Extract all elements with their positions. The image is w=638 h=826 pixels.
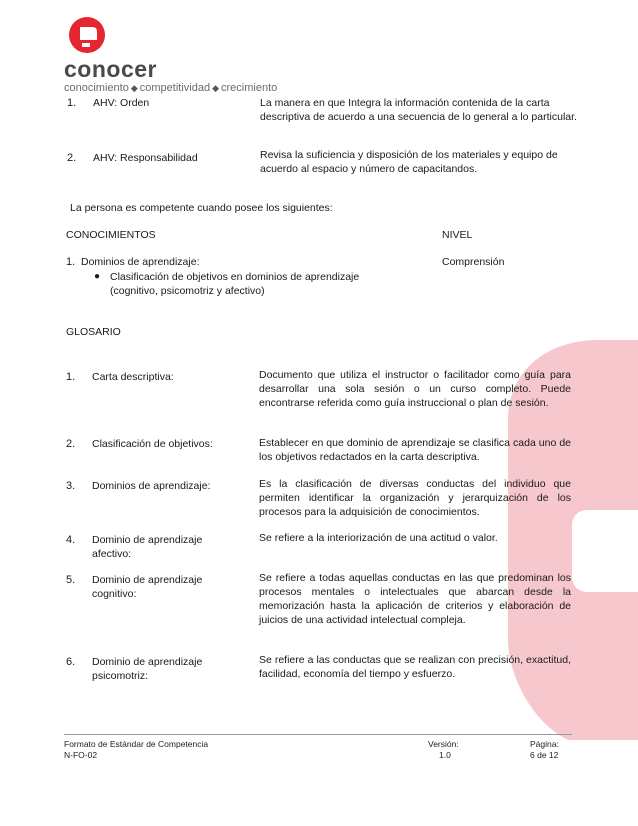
footer-doc-title: Formato de Estándar de Competencia [64,739,209,749]
glossary-item-term: Dominio de aprendizaje afectivo: [92,534,203,560]
level-header: NIVEL [442,229,473,241]
competence-statement: La persona es competente cuando posee los siguientes: [70,202,333,214]
glossary-item-number: 2. [66,438,76,450]
glossary-item-definition: Se refiere a la interiorización de una actitud o valor. [259,532,498,544]
glossary-item-definition: Documento que utiliza el instructor o facilitador como guía para desarrollar una sola sesión o un curso completo. Puede encontrarse referida como guía instruccional o plan de sesión. [259,369,571,409]
glossary-item-definition: Es la clasificación de diversas conductas del individuo que permiten identificar la organización y jerarquización de los procesos para la adquisición de conocimientos. [259,478,571,518]
brand-tagline: conocimiento ◆ competitividad ◆ crecimiento [64,82,278,94]
glossary-item-number: 3. [66,480,76,492]
knowledge-header: CONOCIMIENTOS [66,229,156,241]
ahv-item-number: 2. [67,152,77,164]
glossary-item-term: Dominio de aprendizaje cognitivo: [92,574,203,600]
conocer-logo-icon [68,16,108,54]
bullet-dot-icon: ● [94,271,101,282]
glossary-item-term: Carta descriptiva: [92,371,174,383]
ahv-item-description: Revisa la suficiencia y disposición de los materiales y equipo de acuerdo al espacio y número de capacitandos. [260,149,558,175]
brand-name: conocer [64,56,157,82]
glossary-item-definition: Se refiere a todas aquellas conductas en las que predominan los procesos mentales o intelectuales que abarcan desde la memorización hasta la aplicación de criterios y elaboración de juicios de una actividad intelectual compleja. [259,572,571,626]
glossary-item-number: 1. [66,371,76,383]
ahv-item-description: La manera en que Integra la información contenida de la carta descriptiva de acuerdo a una secuencia de lo general a lo particular. [260,97,577,123]
glossary-item-term: Clasificación de objetivos: [92,438,213,450]
footer-version-label: Versión: [428,739,459,749]
glossary-item-number: 5. [66,574,76,586]
footer-page-label: Página: [530,739,559,749]
ahv-item-number: 1. [67,97,77,109]
ahv-item-label: AHV: Orden [93,97,150,109]
glossary-item-number: 6. [66,656,76,668]
knowledge-item-number: 1. [66,256,76,268]
glossary-item-number: 4. [66,534,76,546]
glossary-item-definition: Se refiere a las conductas que se realizan con precisión, exactitud, facilidad, economía del tiempo y esfuerzo. [259,654,571,680]
knowledge-item-title: Dominios de aprendizaje: [81,256,200,268]
footer-version-value: 1.0 [439,750,451,760]
footer-page-value: 6 de 12 [530,750,559,760]
glossary-item-term: Dominio de aprendizaje psicomotriz: [92,656,203,682]
knowledge-item-level: Comprensión [442,256,505,268]
glossary-item-term: Dominios de aprendizaje: [92,480,211,492]
knowledge-item-bullet: Clasificación de objetivos en dominios de aprendizaje (cognitivo, psicomotriz y afectivo) [110,271,360,297]
glossary-title: GLOSARIO [66,326,121,338]
glossary-item-definition: Establecer en que dominio de aprendizaje se clasifica cada uno de los objetivos redactados en la carta descriptiva. [259,437,571,463]
footer-divider [64,734,572,735]
ahv-item-label: AHV: Responsabilidad [93,152,198,164]
footer-doc-code: N-FO-02 [64,750,98,760]
